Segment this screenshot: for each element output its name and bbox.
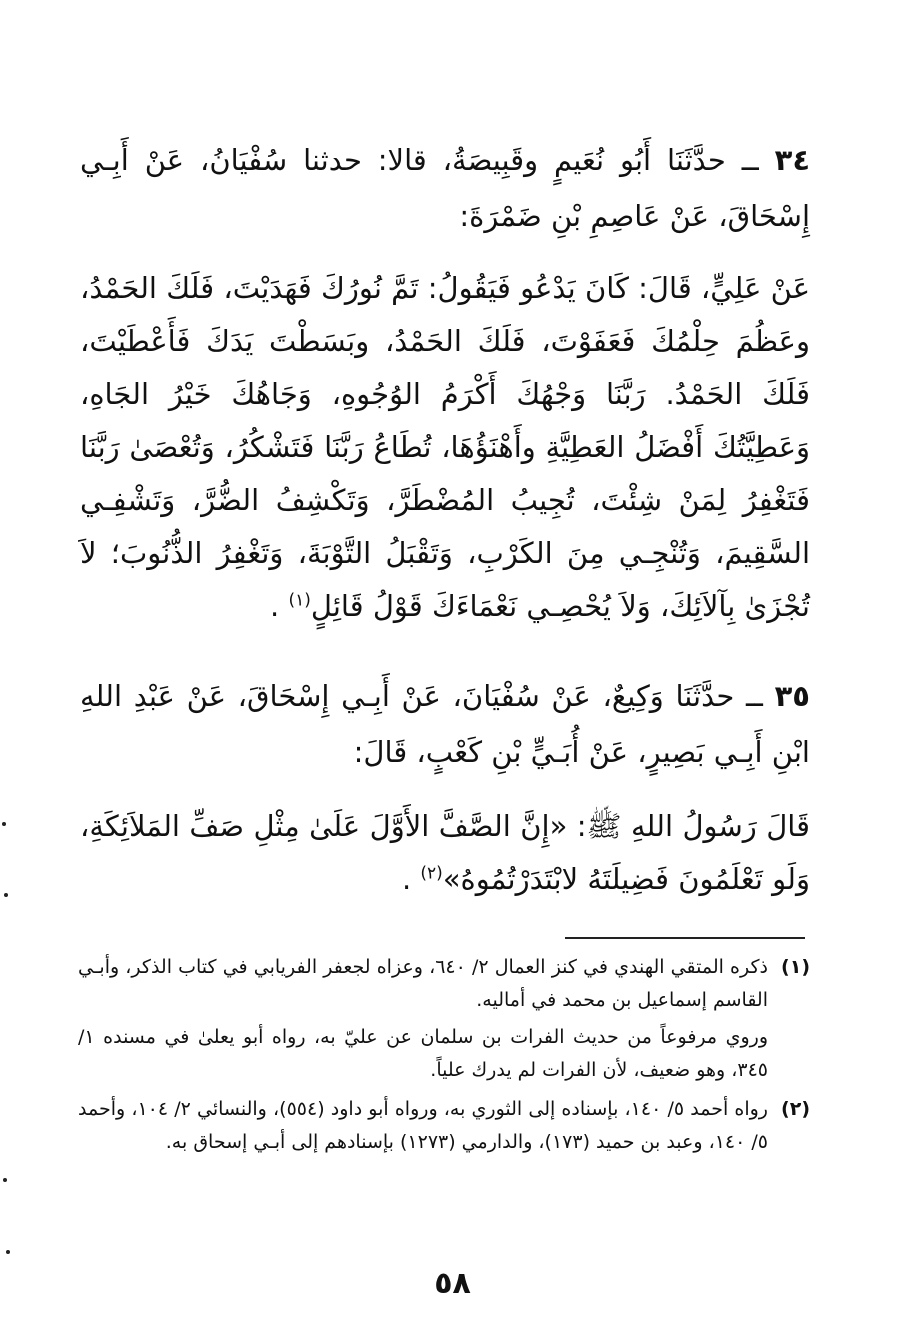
hadith-35-matn	[80, 800, 810, 906]
footnote-2-mark: (٢)	[781, 1098, 810, 1120]
hadith-34-number: ٣٤	[774, 143, 811, 177]
page-number: ٥٨	[434, 1266, 471, 1301]
footnote-1-para-1: ذكره المتقي الهندي في كنز العمال ٢/ ٦٤٠، وعزاه لجعفر الفريابي في كتاب الذكر، وأبـي القاسم إسماعيل بن محمد في أماليه.	[78, 956, 768, 1011]
hadith-34-isnad	[80, 132, 810, 244]
hadith-35-matn-text: قَالَ رَسُولُ اللهِ ﷺ: «إِنَّ الصَّفَّ الأَوَّلَ عَلَىٰ مِثْلِ صَفِّ المَلاَئِكَةِ، وَلَو تَعْلَمُونَ فَضِيلَتَهُ لابْتَدَرْتُمُوهُ»	[80, 809, 810, 896]
hadith-34-matn	[80, 262, 810, 633]
footnote-2-para-1: رواه أحمد ٥/ ١٤٠، بإسناده إلى الثوري به، ورواه أبو داود (٥٥٤)، والنسائي ٢/ ١٠٤، وأحمد ٥/ ١٤٠، وعبد بن حميد (١٧٣)، والدارمي (١٢٧٣) بإسنادهم إلى أبـي إسحاق به.	[78, 1098, 768, 1153]
scan-speck	[2, 822, 6, 826]
hadith-34-matn-text: عَنْ عَلِيٍّ، قَالَ: كَانَ يَدْعُو فَيَقُولُ: تَمَّ نُورُكَ فَهَدَيْتَ، فَلَكَ الحَمْدُ، وعَظُمَ حِلْمُكَ فَعَفَوْتَ، فَلَكَ الحَمْدُ، وبَسَطْتَ يَدَكَ فَأَعْطَيْتَ، فَلَكَ الحَمْدُ. رَبَّنَا وَجْهُكَ أَكْرَمُ الوُجُوهِ، وَجَاهُكَ خَيْرُ الجَاهِ، وَعَطِيَّتُكَ أَفْضَلُ العَطِيَّةِ وأَهْنَؤُهَا، تُطَاعُ رَبَّنَا فَتَشْكُرُ، وَتُعْصَىٰ رَبَّنَا فَتَغْفِرُ لِمَنْ شِئْتَ، تُجِيبُ المُضْطَرَّ، وَتَكْشِفُ الضُّرَّ، وَتَشْفِـي السَّقِيمَ، وَتُنْجِـي مِنَ الكَرْبِ، وَتَقْبَلُ التَّوْبَةَ، وَتَغْفِرُ الذُّنُوبَ؛ لاَ تُجْزَىٰ بِآلاَئِكَ، وَلاَ يُحْصِـي نَعْمَاءَكَ قَوْلُ قَائِلٍ	[80, 271, 810, 623]
footnote-2-body	[78, 1093, 768, 1159]
footnote-ref-2: (٢)	[420, 863, 443, 884]
footnote-ref-1: (١)	[288, 590, 311, 611]
footnotes	[78, 951, 810, 1165]
hadith-35-number: ٣٥	[774, 679, 810, 713]
scan-speck	[6, 1250, 10, 1254]
hadith-35-end: .	[401, 862, 412, 896]
hadith-35-isnad-text: حدَّثَنَا وَكِيعٌ، عَنْ سُفْيَانَ، عَنْ أَبِـي إِسْحَاقَ، عَنْ عَبْدِ اللهِ ابْنِ أَبِـي بَصِيرٍ، عَنْ أُبَـيٍّ بْنِ كَعْبٍ، قَالَ:	[80, 679, 810, 769]
footnote-1-mark: (١)	[781, 956, 810, 978]
hadith-35-dash: ــ	[745, 679, 763, 713]
scan-speck	[3, 1178, 7, 1182]
scan-speck	[4, 893, 8, 897]
hadith-34-dash: ــ	[741, 143, 759, 177]
footnote-1-body	[78, 951, 768, 1087]
hadith-35-isnad	[80, 668, 810, 780]
hadith-34-isnad-text: حدَّثَنَا أَبُو نُعَيمٍ وقَبِيصَةُ، قالا: حدثنا سُفْيَانُ، عَنْ أَبِـي إِسْحَاقَ، عَنْ عَاصِمِ بْنِ ضَمْرَةَ:	[80, 143, 810, 233]
footnote-separator	[565, 937, 805, 939]
footnote-1-para-2: وروي مرفوعاً من حديث الفرات بن سلمان عن عليّ به، رواه أبو يعلىٰ في مسنده ١/ ٣٤٥، وهو ضعيف، لأن الفرات لم يدرك علياً.	[78, 1026, 768, 1081]
footnote-2	[78, 1093, 810, 1159]
hadith-34-end: .	[270, 589, 280, 623]
footnote-1	[78, 951, 810, 1087]
